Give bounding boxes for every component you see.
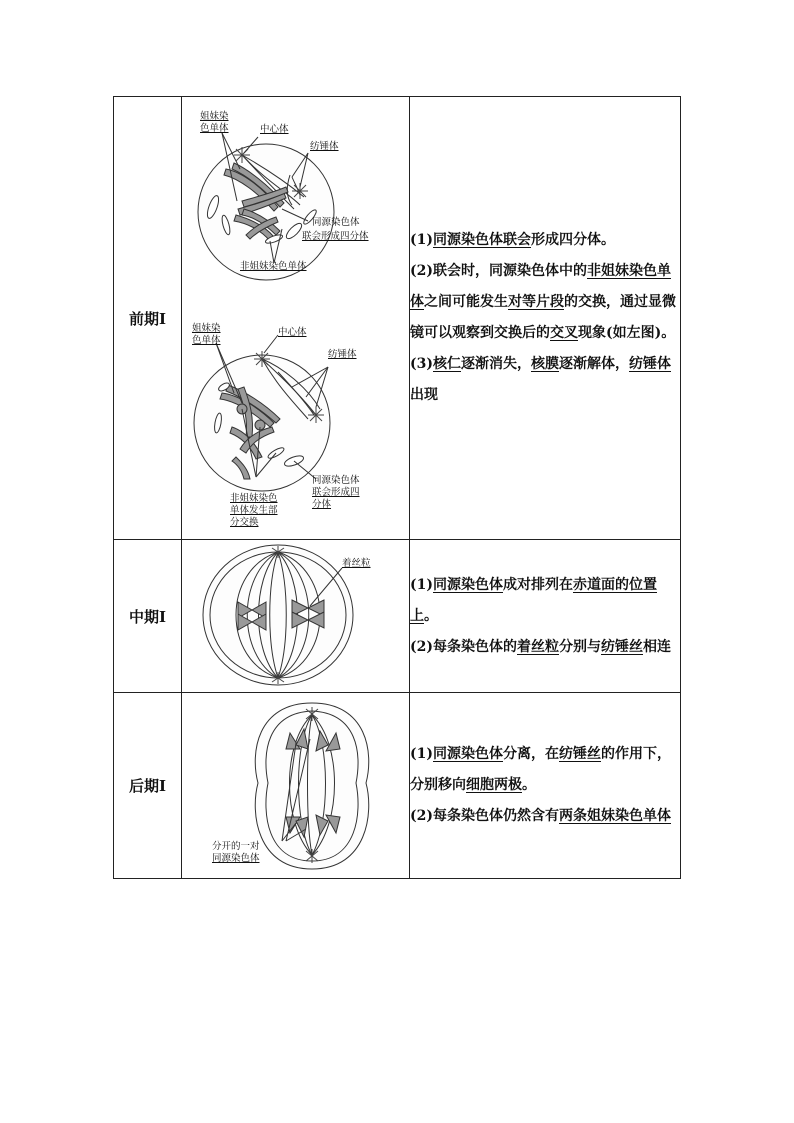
underlined-term: 纺锤丝 <box>601 638 643 655</box>
desc-text: (2)每条染色体仍然含有 <box>410 808 559 824</box>
label-separated-pair-a: 分开的一对 <box>212 841 260 852</box>
desc-text-prophase <box>410 225 680 411</box>
label-crossover-2a: 非姐妹染色 <box>230 493 278 504</box>
label-nonsister-1: 非姐妹染色单体 <box>240 261 307 272</box>
metaphase-diagram <box>182 540 409 693</box>
underlined-term: 赤道面 <box>573 576 615 593</box>
label-sister-chromatid-2b: 色单体 <box>192 335 221 346</box>
desc-cell-metaphase <box>410 540 681 693</box>
figure-cell-prophase <box>182 97 410 540</box>
table-row-prophase <box>114 97 681 540</box>
desc-text: 形成四分体。 <box>531 232 615 248</box>
table-row-metaphase <box>114 540 681 693</box>
desc-cell-prophase <box>410 97 681 540</box>
label-separated-pair-b: 同源染色体 <box>212 853 260 864</box>
label-homologous-1b: 联会形成四分体 <box>302 231 369 242</box>
underlined-term: 核膜 <box>531 356 559 372</box>
underlined-term: 同源染色体 <box>433 576 503 593</box>
label-sister-chromatid-2a: 姐妹染 <box>192 323 221 334</box>
desc-cell-anaphase <box>410 693 681 879</box>
desc-paragraph <box>410 225 680 256</box>
label-homologous-2b: 联会形成四 <box>312 487 360 498</box>
label-crossover-2b: 单体发生部 <box>230 505 278 516</box>
desc-paragraph <box>410 570 680 632</box>
desc-text: 逐渐消失， <box>461 356 531 372</box>
desc-text: 的交换，通过显微镜可以观察到交换后的 <box>410 294 676 341</box>
label-spindle-1: 纺锤体 <box>310 141 339 152</box>
label-centromere: 着丝粒 <box>342 558 371 569</box>
underlined-term: 对等片段 <box>508 294 564 310</box>
underlined-term: 非姐妹染色单体 <box>410 263 671 310</box>
underlined-term: 交叉 <box>550 325 578 341</box>
desc-text: (1) <box>410 232 433 248</box>
desc-text: 现象(如左图)。 <box>578 325 676 341</box>
underlined-term: 细胞两极 <box>466 777 522 793</box>
label-homologous-1a: 同源染色体 <box>312 217 360 228</box>
desc-text-metaphase <box>410 570 680 663</box>
desc-text: 。 <box>424 607 438 624</box>
underlined-term: 纺锤体 <box>629 356 671 372</box>
label-centrosome-2: 中心体 <box>278 327 307 338</box>
desc-text: 分别与 <box>559 638 601 655</box>
desc-text-anaphase <box>410 739 680 832</box>
desc-paragraph <box>410 632 680 663</box>
label-homologous-2a: 同源染色体 <box>312 475 360 486</box>
desc-paragraph <box>410 739 680 801</box>
table-row-anaphase <box>114 693 681 879</box>
underlined-term: 同源染色体 <box>433 746 503 762</box>
label-centrosome-1: 中心体 <box>260 124 289 135</box>
underlined-term: 同源染色体联会 <box>433 232 531 248</box>
desc-paragraph <box>410 349 680 411</box>
underlined-term: 两条姐妹染色单体 <box>559 808 671 824</box>
label-crossover-2c: 分交换 <box>230 517 259 528</box>
label-sister-chromatid-1a: 姐妹染 <box>200 111 229 122</box>
figure-cell-anaphase <box>182 693 410 879</box>
desc-text: 相连 <box>643 638 671 655</box>
desc-text: 。 <box>522 777 536 793</box>
desc-text: 的作用下，分别移向 <box>410 746 671 793</box>
desc-text: (1) <box>410 746 433 762</box>
desc-text: 出现 <box>410 387 438 403</box>
stage-name-prophase: 前期Ⅰ <box>114 97 182 540</box>
underlined-term: 核仁 <box>433 356 461 372</box>
desc-text: (2)联会时，同源染色体中的 <box>410 263 587 279</box>
desc-text: (3) <box>410 356 433 372</box>
prophase-diagram <box>182 97 409 540</box>
stage-name-anaphase: 后期Ⅰ <box>114 693 182 879</box>
desc-text: (1) <box>410 576 433 593</box>
figure-cell-metaphase <box>182 540 410 693</box>
label-sister-chromatid-1b: 色单体 <box>200 123 229 134</box>
stage-name-metaphase: 中期Ⅰ <box>114 540 182 693</box>
underlined-term: 纺锤丝 <box>559 746 601 762</box>
label-homologous-2c: 分体 <box>312 499 332 510</box>
underlined-term: 着丝粒 <box>517 638 559 655</box>
meiosis-table <box>113 96 681 879</box>
desc-text: 分离，在 <box>503 746 559 762</box>
underlined-term: 的位置上 <box>410 576 657 624</box>
desc-text: 之间可能发生 <box>424 294 508 310</box>
desc-paragraph <box>410 256 680 349</box>
desc-text: 逐渐解体， <box>559 356 629 372</box>
desc-text: (2)每条染色体的 <box>410 638 517 655</box>
desc-paragraph <box>410 801 680 832</box>
label-spindle-2: 纺锤体 <box>328 349 357 360</box>
desc-text: 成对排列在 <box>503 576 573 593</box>
